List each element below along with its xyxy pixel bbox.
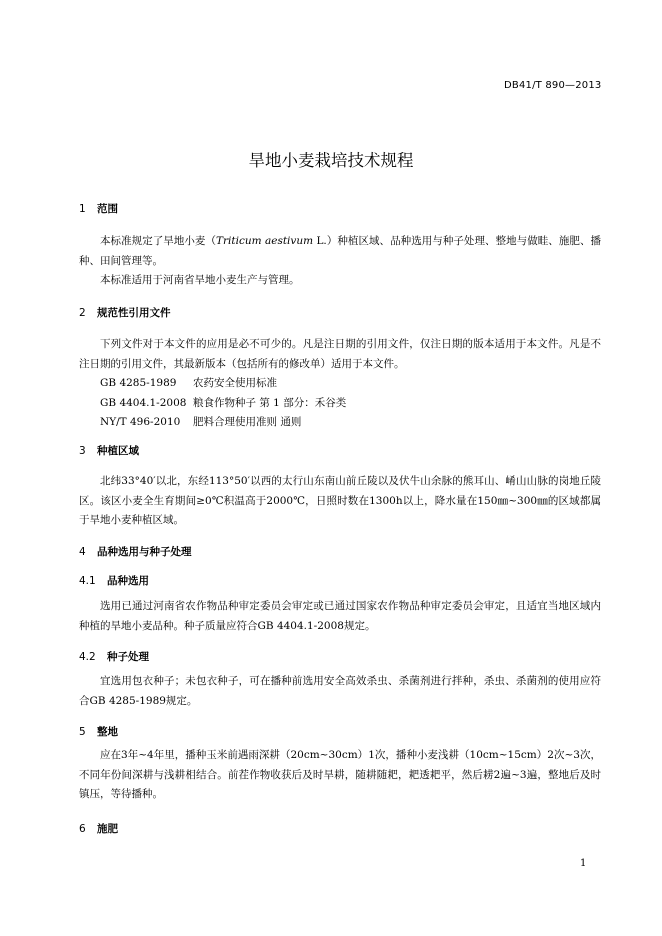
section-4-1-heading <box>79 573 149 588</box>
paragraph: 本标准规定了旱地小麦（Triticum aestivum L.）种植区域、品种选用与种子处理、整地与做畦、施肥、播种、田间管理等。 <box>79 235 602 267</box>
section-3-heading <box>79 443 139 458</box>
section-number: 6 <box>79 823 86 835</box>
reference-item <box>79 413 601 433</box>
section-5-heading <box>79 724 118 739</box>
paragraph: 本标准适用于河南省旱地小麦生产与管理。 <box>100 274 300 286</box>
section-3-body <box>79 472 601 531</box>
reference-name: 粮食作物种子 第 1 部分：禾谷类 <box>193 396 347 409</box>
section-number: 4.2 <box>79 651 96 663</box>
section-4-2-body <box>79 672 601 711</box>
section-title: 种子处理 <box>107 651 149 663</box>
reference-code: GB 4404.1-2008 <box>100 396 187 409</box>
document-title: 旱地小麦栽培技术规程 <box>248 151 414 170</box>
reference-code: GB 4285-1989 <box>100 377 177 389</box>
section-number: 4 <box>79 546 86 558</box>
reference-code: NY/T 496-2010 <box>100 416 181 428</box>
section-number: 5 <box>79 726 86 738</box>
reference-item <box>79 394 601 414</box>
section-title: 品种选用与种子处理 <box>97 546 192 558</box>
section-number: 1 <box>79 203 86 215</box>
section-6-heading <box>79 821 118 836</box>
paragraph: 下列文件对于本文件的应用是必不可少的。凡是注日期的引用文件，仅注日期的版本适用于本文件。凡是不注日期的引用文件，其最新版本（包括所有的修改单）适用于本文件。 <box>79 338 601 370</box>
reference-name: 肥料合理使用准则 通则 <box>193 416 302 428</box>
reference-item <box>79 374 601 394</box>
reference-name: 农药安全使用标准 <box>193 377 277 389</box>
section-5-body <box>79 746 601 805</box>
section-number: 4.1 <box>79 575 96 587</box>
section-1-body <box>79 232 601 291</box>
section-2-body <box>79 335 601 433</box>
section-title: 规范性引用文件 <box>97 307 171 319</box>
section-title: 品种选用 <box>107 575 149 587</box>
paragraph: 选用已通过河南省农作物品种审定委员会审定或已通过国家农作物品种审定委员会审定，且适宜当地区域内种植的旱地小麦品种。种子质量应符合GB 4404.1-2008规定。 <box>79 600 601 632</box>
section-4-2-heading <box>79 649 149 664</box>
section-number: 2 <box>79 307 86 319</box>
section-number: 3 <box>79 445 86 457</box>
section-title: 整地 <box>97 726 118 738</box>
section-4-1-body <box>79 597 601 636</box>
paragraph: 应在3年~4年里，播种玉米前遇雨深耕（20cm~30cm）1次，播种小麦浅耕（10cm~15cm）2次~3次，不同年份间深耕与浅耕相结合。前茬作物收获后及时旱耕，随耕随耙，耙透耙平，然后耢2遍~3遍，整地后及时镇压，等待播种。 <box>79 749 601 800</box>
latin-name: Triticum aestivum <box>216 235 314 247</box>
paragraph: 北纬33°40′以北，东经113°50′以西的太行山东南山前丘陵以及伏牛山余脉的熊耳山、崤山山脉的岗地丘陵区。该区小麦全生育期间≥0℃积温高于2000℃，日照时数在1300h以上，降水量在150㎜~300㎜的区域都属于旱地小麦种植区域。 <box>79 475 601 526</box>
section-1-heading <box>79 201 118 216</box>
page-number: 1 <box>580 858 587 869</box>
section-4-heading <box>79 544 192 559</box>
section-title: 范围 <box>97 203 118 215</box>
standard-code: DB41/T 890—2013 <box>504 80 602 91</box>
section-2-heading <box>79 305 171 320</box>
section-title: 种植区域 <box>97 445 139 457</box>
paragraph: 宜选用包衣种子；未包衣种子，可在播种前选用安全高效杀虫、杀菌剂进行拌种，杀虫、杀菌剂的使用应符合GB 4285-1989规定。 <box>79 675 601 707</box>
section-title: 施肥 <box>97 823 118 835</box>
